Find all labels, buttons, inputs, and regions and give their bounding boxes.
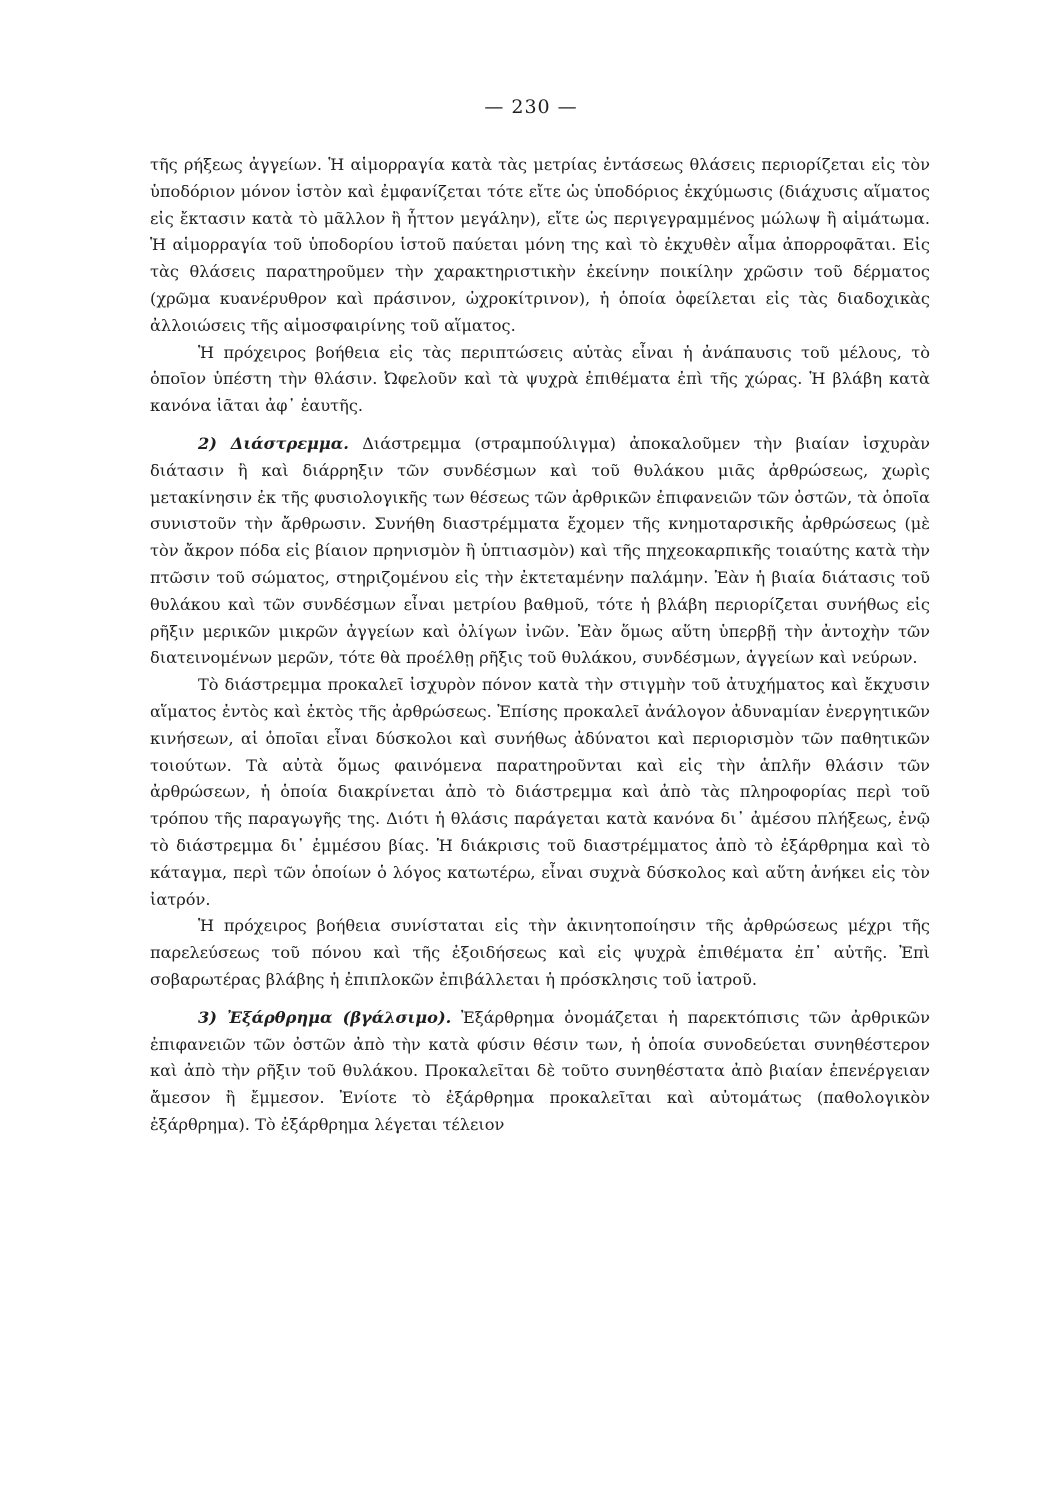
paragraph-sprain-first-aid: Ἡ πρόχειρος βοήθεια συνίσταται εἰς τὴν ἀκινητοποίησιν τῆς ἀρθρώσεως μέχρι τῆς παρελεύσεως τοῦ πόνου καὶ τῆς ἐξοιδήσεως καὶ εἰς ψυχρὰ ἐπιθέματα ἐπ᾽ αὐτῆς. Ἐπὶ σοβαρωτέρας βλάβης ἡ ἐπιπλοκῶν ἐπιβάλλεται ἡ πρόσκλησις τοῦ ἰατροῦ. [150,916,930,989]
paragraph-sprain-text: Διάστρεμμα (στραμπούλιγμα) ἀποκαλοῦμεν τὴν βιαίαν ἰσχυρὰν διάτασιν ἢ καὶ διάρρηξιν τῶν συνδέσμων καὶ τοῦ θυλάκου μιᾶς ἀρθρώσεως, χωρὶς μετακίνησιν ἐκ τῆς φυσιολογικῆς των θέσεως τῶν ἀρθρικῶν ἐπιφανειῶν τῶν ὀστῶν, τὰ ὁποῖα συνιστοῦν τὴν ἄρθρωσιν. Συνήθη διαστρέμματα ἔχομεν τῆς κνημοταρσικῆς ἀρθρώσεως (μὲ τὸν ἄκρον πόδα εἰς βίαιον πρηνισμὸν ἢ ὑπτιασμὸν) καὶ τῆς πηχεοκαρπικῆς τοιαύτης κατὰ τὴν πτῶσιν τοῦ σώματος, στηριζομένου εἰς τὴν ἐκτεταμένην παλάμην. Ἐὰν ἡ βιαία διάτασις τοῦ θυλάκου καὶ τῶν συνδέσμων εἶναι μετρίου βαθμοῦ, τότε ἡ βλάβη περιορίζεται συνήθως εἰς ρῆξιν μερικῶν μικρῶν ἀγγείων καὶ ὀλίγων ἰνῶν. Ἐὰν ὅμως αὕτη ὑπερβῇ τὴν ἀντοχὴν τῶν διατεινομένων μερῶν, τότε θὰ προέλθῃ ρῆξις τοῦ θυλάκου, συνδέσμων, ἀγγείων καὶ νεύρων. [150,433,930,668]
heading-dislocation: 3) Ἐξάρθρημα (βγάλσιμο). [198,1007,452,1027]
paragraph-bruise-first-aid: Ἡ πρόχειρος βοήθεια εἰς τὰς περιπτώσεις αὐτὰς εἶναι ἡ ἀνάπαυσις τοῦ μέλους, τὸ ὁποῖον ὑπέστη τὴν θλάσιν. Ὠφελοῦν καὶ τὰ ψυχρὰ ἐπιθέματα ἐπὶ τῆς χώρας. Ἡ βλάβη κατὰ κανόνα ἰᾶται ἀφ᾽ ἑαυτῆς. [150,342,930,416]
paragraph-bruise-continuation: τῆς ρήξεως ἀγγείων. Ἡ αἱμορραγία κατὰ τὰς μετρίας ἐντάσεως θλάσεις περιορίζεται εἰς τὸν ὑποδόριον μόνον ἱστὸν καὶ ἐμφανίζεται τότε εἴτε ὡς ὑποδόριος ἐκχύμωσις (διάχυσις αἵματος εἰς ἔκτασιν κατὰ τὸ μᾶλλον ἢ ἧττον μεγάλην), εἴτε ὡς περιγεγραμμένος μώλωψ ἢ αἱμάτωμα. Ἡ αἱμορραγία τοῦ ὑποδορίου ἱστοῦ παύεται μόνη της καὶ τὸ ἐκχυθὲν αἷμα ἀπορροφᾶται. Εἰς τὰς θλάσεις παρατηροῦμεν τὴν χαρακτηριστικὴν ἐκείνην ποικίλην χρῶσιν τοῦ δέρματος (χρῶμα κυανέρυθρον καὶ πράσινον, ὠχροκίτρινον), ἡ ὁποία ὀφείλεται εἰς τὰς διαδοχικὰς ἀλλοιώσεις τῆς αἱμοσφαιρίνης τοῦ αἵματος. [150,155,930,335]
paragraph-dislocation-text: Ἐξάρθρημα ὀνομάζεται ἡ παρεκτόπισις τῶν ἀρθρικῶν ἐπιφανειῶν τῶν ὀστῶν ἀπὸ τὴν κατὰ φύσιν θέσιν των, ἡ ὁποία συνοδεύεται συνηθέστερον καὶ ἀπὸ τὴν ρῆξιν τοῦ θυλάκου. Προκαλεῖται δὲ τοῦτο συνηθέστατα ἀπὸ βιαίαν ἐπενέργειαν ἄμεσον ἢ ἔμμεσον. Ἐνίοτε τὸ ἐξάρθρημα προκαλεῖται καὶ αὐτομάτως (παθολογικὸν ἐξάρθρημα). Τὸ ἐξάρθρημα λέγεται τέλειον [150,1007,930,1134]
body-text [150,152,930,1139]
heading-sprain: 2) Διάστρεμμα. [198,433,349,453]
paragraph-sprain-symptoms: Τὸ διάστρεμμα προκαλεῖ ἰσχυρὸν πόνον κατὰ τὴν στιγμὴν τοῦ ἀτυχήματος καὶ ἔκχυσιν αἵματος ἐντὸς καὶ ἐκτὸς τῆς ἀρθρώσεως. Ἐπίσης προκαλεῖ ἀνάλογον ἀδυναμίαν ἐνεργητικῶν κινήσεων, αἱ ὁποῖαι εἶναι δύσκολοι καὶ συνήθως ἀδύνατοι καὶ περιορισμὸν τῶν παθητικῶν τοιούτων. Τὰ αὐτὰ ὅμως φαινόμενα παρατηροῦνται καὶ εἰς τὴν ἁπλῆν θλάσιν τῶν ἀρθρώσεων, ἡ ὁποία διακρίνεται ἀπὸ τὸ διάστρεμμα καὶ ἀπὸ τὰς πληροφορίας περὶ τοῦ τρόπου τῆς παραγωγῆς της. Διότι ἡ θλάσις παράγεται κατὰ κανόνα δι᾽ ἀμέσου πλήξεως, ἐνῷ τὸ διάστρεμμα δι᾽ ἐμμέσου βίας. Ἡ διάκρισις τοῦ διαστρέμματος ἀπὸ τὸ ἐξάρθρημα καὶ τὸ κάταγμα, περὶ τῶν ὁποίων ὁ λόγος κατωτέρω, εἶναι συχνὰ δύσκολος καὶ αὕτη ἀνήκει εἰς τὸν ἰατρόν. [150,675,930,909]
paragraph-sprain [150,431,930,672]
page-number: — 230 — [484,96,578,118]
paragraph-dislocation [150,1005,930,1139]
